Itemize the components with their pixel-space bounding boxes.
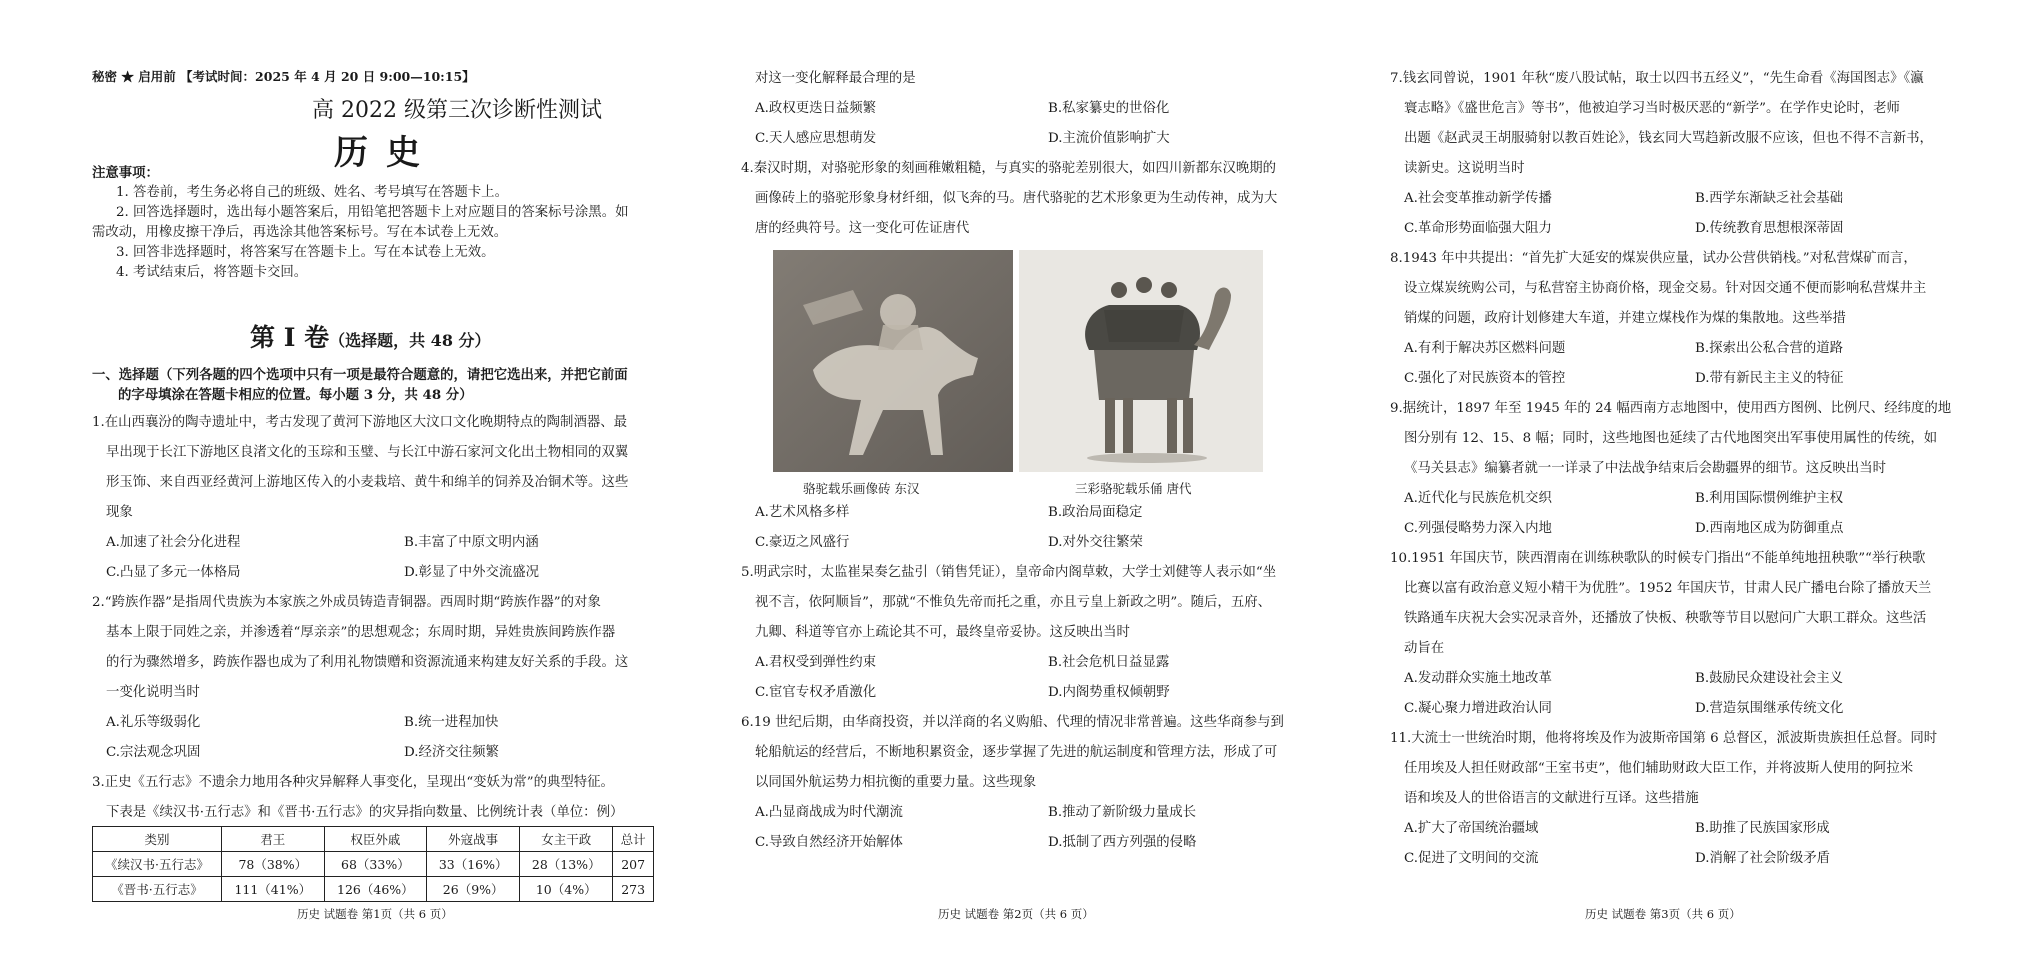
table-header-row [93, 827, 654, 852]
question-3-line: 下表是《续汉书·五行志》和《晋书·五行志》的灾异指向数量、比例统计表（单位：例） [106, 805, 624, 820]
option-a: A.礼乐等级弱化 [106, 715, 201, 730]
option-b: B.统一进程加快 [404, 715, 499, 730]
question-6-line: 以同国外航运势力相抗衡的重要力量。这些现象 [755, 775, 1037, 790]
page-1 [92, 0, 662, 968]
question-8-line: 销煤的问题，政府计划修建大车道，并建立煤栈作为煤的集散地。这些举措 [1404, 311, 1846, 326]
option-a: A.有利于解决苏区燃料问题 [1404, 341, 1566, 356]
part-heading [250, 318, 491, 354]
option-d: D.传统教育思想根深蒂固 [1695, 221, 1844, 236]
question-7-line: 7.钱玄同曾说，1901 年秋“废八股试帖，取士以四书五经义”，“先生命看《海国图志》《瀛 [1390, 71, 1924, 86]
table-row [93, 852, 654, 877]
option-b: B.利用国际惯例维护主权 [1695, 491, 1844, 506]
question-2-line: 2.“跨族作器”是指周代贵族为本家族之外成员铸造青铜器。西周时期“跨族作器”的对象 [92, 595, 601, 610]
statistics-table [92, 826, 654, 902]
page-footer: 历史 试题卷 第1页（共 6 页） [297, 907, 453, 921]
confidential-header: 秘密 ★ 启用前 【考试时间：2025 年 4 月 20 日 9:00—10:15】 [92, 69, 475, 84]
table-header: 总计 [613, 827, 654, 852]
option-d: D.西南地区成为防御重点 [1695, 521, 1844, 536]
note-item: 2. 回答选择题时，选出每小题答案后，用铅笔把答题卡上对应题目的答案标号涂黑。如 [116, 205, 629, 220]
option-b: B.探索出公私合营的道路 [1695, 341, 1844, 356]
question-7-line: 读新史。这说明当时 [1404, 161, 1525, 176]
page-footer: 历史 试题卷 第3页（共 6 页） [1585, 907, 1741, 921]
question-4-line: 4.秦汉时期，对骆驼形象的刻画稚嫩粗糙，与真实的骆驼差别很大，如四川新都东汉晚期的 [741, 161, 1277, 176]
option-b: B.社会危机日益显露 [1048, 655, 1170, 670]
question-4-line: 唐的经典符号。这一变化可佐证唐代 [755, 221, 970, 236]
question-5-line: 5.明武宗时，太监崔杲奏乞盐引（销售凭证），皇帝命内阁草敕，大学士刘健等人表示如“坐 [741, 565, 1277, 580]
question-10-line: 动旨在 [1404, 641, 1445, 656]
part-title: 第 I 卷 [250, 323, 330, 352]
option-c: C.宦官专权矛盾激化 [755, 685, 877, 700]
question-6-line: 轮船航运的经营后，不断地积累资金，逐步掌握了先进的航运制度和管理方法，形成了可 [755, 745, 1278, 760]
table-cell: 78（38%） [222, 852, 325, 877]
option-b: B.鼓励民众建设社会主义 [1695, 671, 1844, 686]
table-cell: 《晋书·五行志》 [93, 877, 222, 902]
table-cell: 68（33%） [324, 852, 427, 877]
part-subtitle: （选择题，共 48 分） [329, 331, 491, 350]
note-item: 4. 考试结束后，将答题卡交回。 [116, 265, 308, 280]
table-cell: 111（41%） [222, 877, 325, 902]
question-1-line: 现象 [106, 505, 133, 520]
table-header: 外寇战事 [427, 827, 520, 852]
question-7-line: 出题《赵武灵王胡服骑射以教百姓论》，钱玄同大骂趋新改服不应该，但也不得不言新书， [1404, 131, 1933, 146]
sancai-camel-illustration [1019, 250, 1263, 472]
option-d: D.抵制了西方列强的侵略 [1048, 835, 1197, 850]
table-cell: 273 [613, 877, 654, 902]
option-c: C.天人感应思想萌发 [755, 131, 877, 146]
option-c: C.强化了对民族资本的管控 [1404, 371, 1566, 386]
option-a: A.加速了社会分化进程 [106, 535, 241, 550]
question-11-line: 任用埃及人担任财政部“王室书吏”，他们辅助财政大臣工作，并将波斯人使用的阿拉米 [1404, 761, 1914, 776]
table-header: 女主干政 [520, 827, 613, 852]
notes-title: 注意事项： [92, 165, 159, 181]
option-d: D.消解了社会阶级矛盾 [1695, 851, 1831, 866]
option-c: C.促进了文明间的交流 [1404, 851, 1539, 866]
question-4-line: 画像砖上的骆驼形象身材纤细，似飞奔的马。唐代骆驼的艺术形象更为生动传神，成为大 [755, 191, 1278, 206]
section-instruction-cont: 的字母填涂在答题卡相应的位置。每小题 3 分，共 48 分） [118, 387, 473, 403]
table-cell: 10（4%） [520, 877, 613, 902]
question-9-line: 《马关县志》编纂者就一一详录了中法战争结束后会勘疆界的细节。这反映出当时 [1404, 461, 1887, 476]
table-row [93, 877, 654, 902]
question-10-line: 比赛以富有政治意义短小精干为优胜”。1952 年国庆节，甘肃人民广播电台除了播放天兰 [1404, 581, 1932, 596]
question-11-line: 11.大流士一世统治时期，他将将埃及作为波斯帝国第 6 总督区，派波斯贵族担任总督。同时 [1390, 731, 1938, 746]
question-5-line: 视不言，依阿顺旨”，那就“不惟负先帝而托之重，亦且亏皇上新政之明”。随后，五府、 [755, 595, 1271, 610]
table-header: 权臣外戚 [324, 827, 427, 852]
option-d: D.营造氛围继承传统文化 [1695, 701, 1844, 716]
option-a: A.凸显商战成为时代潮流 [755, 805, 903, 820]
table-cell: 28（13%） [520, 852, 613, 877]
page-footer: 历史 试题卷 第2页（共 6 页） [938, 907, 1094, 921]
question-6-line: 6.19 世纪后期，由华商投资，并以洋商的名义购船、代理的情况非常普遍。这些华商参与到 [741, 715, 1284, 730]
table-header: 君王 [222, 827, 325, 852]
question-3-line: 3.正史《五行志》不遗余力地用各种灾异解释人事变化，呈现出“变妖为常”的典型特征。 [92, 775, 614, 790]
option-b: B.私家纂史的世俗化 [1048, 101, 1170, 116]
question-2-line: 基本上限于同姓之亲，并渗透着“厚亲亲”的思想观念；东周时期，异姓贵族间跨族作器 [106, 625, 616, 640]
option-b: B.西学东渐缺乏社会基础 [1695, 191, 1844, 206]
question-11-line: 语和埃及人的世俗语言的文献进行互译。这些措施 [1404, 791, 1699, 806]
note-item: 1. 答卷前，考生务必将自己的班级、姓名、考号填写在答题卡上。 [116, 185, 508, 200]
question-8-line: 设立煤炭统购公司，与私营窑主协商价格，现金交易。针对因交通不便而影响私营煤井主 [1404, 281, 1927, 296]
option-a: A.社会变革推动新学传播 [1404, 191, 1552, 206]
table-cell: 《续汉书·五行志》 [93, 852, 222, 877]
option-b: B.丰富了中原文明内涵 [404, 535, 539, 550]
question-9-line: 9.据统计，1897 年至 1945 年的 24 幅西南方志地图中，使用西方图例、比例尺、经纬度的地 [1390, 401, 1952, 416]
question-10-line: 铁路通车庆祝大会实况录音外，还播放了快板、秧歌等节目以慰问广大职工群众。这些活 [1404, 611, 1927, 626]
question-5-line: 九卿、科道等官亦上疏论其不可，最终皇帝妥协。这反映出当时 [755, 625, 1130, 640]
option-d: D.经济交往频繁 [404, 745, 499, 760]
option-c: C.豪迈之风盛行 [755, 535, 850, 550]
option-b: B.推动了新阶级力量成长 [1048, 805, 1197, 820]
option-c: C.宗法观念巩固 [106, 745, 201, 760]
subject-title: 历史 [334, 133, 438, 173]
page-3 [1390, 0, 1950, 968]
option-a: A.发动群众实施土地改革 [1404, 671, 1552, 686]
question-10-line: 10.1951 年国庆节，陕西渭南在训练秧歌队的时候专门指出“不能单纯地扭秧歌”“举行秧歌 [1390, 551, 1926, 566]
option-a: A.政权更迭日益频繁 [755, 101, 877, 116]
option-b: B.政治局面稳定 [1048, 505, 1143, 520]
option-c: C.革命形势面临强大阻力 [1404, 221, 1552, 236]
option-a: A.近代化与民族危机交织 [1404, 491, 1552, 506]
option-c: C.凝心聚力增进政治认同 [1404, 701, 1552, 716]
option-a: A.艺术风格多样 [755, 505, 850, 520]
table-cell: 26（9%） [427, 877, 520, 902]
question-1-line: 早出现于长江下游地区良渚文化的玉琮和玉璧、与长江中游石家河文化出土物相同的双翼 [106, 445, 629, 460]
image-caption-left: 骆驼载乐画像砖 东汉 [803, 481, 920, 496]
table-cell: 207 [613, 852, 654, 877]
sancai-camel-image [1019, 250, 1263, 472]
exam-title: 高 2022 级第三次诊断性测试 [312, 98, 602, 123]
question-8-line: 8.1943 年中共提出：“首先扩大延安的煤炭供应量，试办公营供销栈。”对私营煤矿而言， [1390, 251, 1917, 266]
note-item: 3. 回答非选择题时，将答案写在答题卡上。写在本试卷上无效。 [116, 245, 495, 260]
image-caption-right: 三彩骆驼载乐俑 唐代 [1075, 481, 1192, 496]
option-d: D.带有新民主主义的特征 [1695, 371, 1844, 386]
question-2-line: 的行为骤然增多，跨族作器也成为了利用礼物馈赠和资源流通来构建友好关系的手段。这 [106, 655, 629, 670]
camel-relief-brick-image [773, 250, 1013, 472]
option-a: A.君权受到弹性约束 [755, 655, 877, 670]
question-1-line: 形玉饰、来自西亚经黄河上游地区传入的小麦栽培、黄牛和绵羊的饲养及冶铜术等。这些 [106, 475, 629, 490]
option-a: A.扩大了帝国统治疆域 [1404, 821, 1539, 836]
question-1-line: 1.在山西襄汾的陶寺遗址中，考古发现了黄河下游地区大汶口文化晚期特点的陶制酒器、最 [92, 415, 628, 430]
option-d: D.主流价值影响扩大 [1048, 131, 1170, 146]
page-2 [741, 0, 1300, 968]
question-2-line: 一变化说明当时 [106, 685, 200, 700]
option-d: D.对外交往繁荣 [1048, 535, 1143, 550]
question-7-line: 寰志略》《盛世危言》等书”，他被迫学习当时极厌恶的“新学”。在学作史论时，老师 [1404, 101, 1900, 116]
option-c: C.导致自然经济开始解体 [755, 835, 903, 850]
option-b: B.助推了民族国家形成 [1695, 821, 1830, 836]
table-cell: 126（46%） [324, 877, 427, 902]
option-d: D.内阁势重权倾朝野 [1048, 685, 1170, 700]
question-3-continued: 对这一变化解释最合理的是 [755, 71, 916, 86]
question-9-line: 图分别有 12、15、8 幅；同时，这些地图也延续了古代地图突出军事使用属性的传统，如 [1404, 431, 1938, 446]
option-c: C.凸显了多元一体格局 [106, 565, 241, 580]
section-instruction: 一、选择题（下列各题的四个选项中只有一项是最符合题意的，请把它选出来，并把它前面 [92, 367, 628, 383]
table-header: 类别 [93, 827, 222, 852]
option-d: D.彰显了中外交流盛况 [404, 565, 540, 580]
note-item: 需改动，用橡皮擦干净后，再选涂其他答案标号。写在本试卷上无效。 [92, 225, 508, 240]
table-cell: 33（16%） [427, 852, 520, 877]
option-c: C.列强侵略势力深入内地 [1404, 521, 1552, 536]
camel-relief-illustration [773, 250, 1013, 472]
